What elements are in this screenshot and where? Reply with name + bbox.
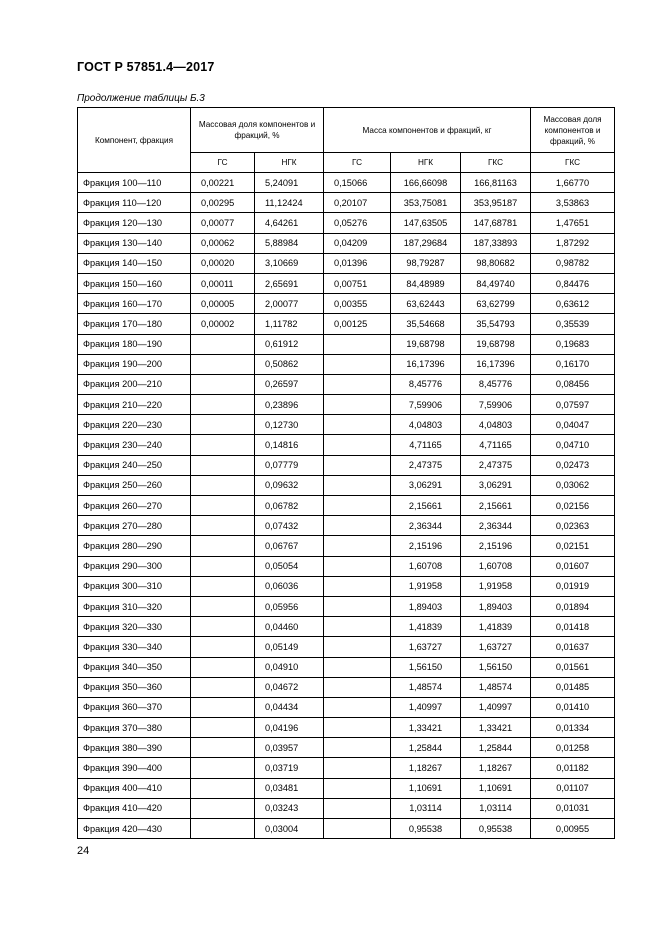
gs-fraction-cell [191,677,255,697]
table-row [78,677,615,697]
ngk-mass-cell: 8,45776 [391,374,461,394]
gs-mass-cell: 0,05276 [324,213,391,233]
fraction-name-cell: Фракция 110—120 [78,193,191,213]
table-row [78,697,615,717]
column-group-mass: Масса компонентов и фракций, кг [324,108,531,153]
gks-fraction-cell: 0,04710 [531,435,615,455]
table-row [78,596,615,616]
gks-fraction-cell: 0,63612 [531,294,615,314]
ngk-mass-cell: 1,89403 [391,596,461,616]
table-row [78,294,615,314]
ngk-mass-cell: 1,63727 [391,637,461,657]
gs-fraction-cell [191,657,255,677]
ngk-mass-cell: 1,10691 [391,778,461,798]
gks-mass-cell: 19,68798 [461,334,531,354]
table-row [78,253,615,273]
ngk-mass-cell: 2,15196 [391,536,461,556]
ngk-mass-cell: 4,04803 [391,415,461,435]
fractions-table [77,107,615,839]
gks-mass-cell: 0,95538 [461,819,531,839]
gs-fraction-cell: 0,00005 [191,294,255,314]
gks-mass-cell: 1,89403 [461,596,531,616]
gs-fraction-cell [191,435,255,455]
gks-fraction-cell: 0,84476 [531,273,615,293]
ngk-mass-cell: 1,18267 [391,758,461,778]
fraction-name-cell: Фракция 380—390 [78,738,191,758]
gs-mass-cell [324,334,391,354]
ngk-mass-cell: 1,91958 [391,576,461,596]
gs-fraction-cell [191,778,255,798]
gs-mass-cell [324,435,391,455]
fraction-name-cell: Фракция 250—260 [78,475,191,495]
table-row [78,657,615,677]
gks-fraction-cell: 0,01334 [531,718,615,738]
table-row [78,556,615,576]
ngk-fraction-cell: 2,00077 [255,294,324,314]
ngk-mass-cell: 7,59906 [391,395,461,415]
gks-mass-cell: 1,18267 [461,758,531,778]
gks-mass-cell: 2,15661 [461,496,531,516]
table-row [78,496,615,516]
gks-mass-cell: 1,91958 [461,576,531,596]
ngk-mass-cell: 1,60708 [391,556,461,576]
ngk-mass-cell: 4,71165 [391,435,461,455]
ngk-fraction-cell: 0,26597 [255,374,324,394]
ngk-mass-cell: 1,25844 [391,738,461,758]
gks-mass-cell: 2,47375 [461,455,531,475]
gs-fraction-cell [191,617,255,637]
fraction-name-cell: Фракция 310—320 [78,596,191,616]
header-row [78,108,615,153]
fraction-name-cell: Фракция 120—130 [78,213,191,233]
fraction-name-cell: Фракция 340—350 [78,657,191,677]
gks-fraction-cell: 0,02363 [531,516,615,536]
gks-fraction-cell: 0,08456 [531,374,615,394]
gks-fraction-cell: 0,01418 [531,617,615,637]
fraction-name-cell: Фракция 190—200 [78,354,191,374]
gs-fraction-cell [191,395,255,415]
ngk-fraction-cell: 0,04460 [255,617,324,637]
table-row [78,193,615,213]
ngk-fraction-cell: 0,04672 [255,677,324,697]
gs-mass-cell [324,475,391,495]
gks-fraction-cell: 0,02473 [531,455,615,475]
gs-mass-cell: 0,00751 [324,273,391,293]
gs-fraction-cell [191,697,255,717]
ngk-fraction-cell: 0,05956 [255,596,324,616]
ngk-fraction-cell: 0,06782 [255,496,324,516]
gks-fraction-cell: 0,07597 [531,395,615,415]
gs-mass-cell [324,778,391,798]
gks-mass-cell: 1,63727 [461,637,531,657]
ngk-mass-cell: 166,66098 [391,173,461,193]
gks-mass-cell: 1,25844 [461,738,531,758]
gks-mass-cell: 84,49740 [461,273,531,293]
gks-fraction-cell: 0,98782 [531,253,615,273]
table-row [78,798,615,818]
table-row [78,758,615,778]
gs-fraction-cell: 0,00020 [191,253,255,273]
table-row [78,435,615,455]
ngk-fraction-cell: 0,06036 [255,576,324,596]
gks-mass-cell: 147,68781 [461,213,531,233]
gks-mass-cell: 4,04803 [461,415,531,435]
table-row [78,334,615,354]
fraction-name-cell: Фракция 140—150 [78,253,191,273]
gs-fraction-cell: 0,00062 [191,233,255,253]
fraction-name-cell: Фракция 390—400 [78,758,191,778]
fraction-name-cell: Фракция 360—370 [78,697,191,717]
gs-mass-cell [324,677,391,697]
ngk-fraction-cell: 5,88984 [255,233,324,253]
fraction-name-cell: Фракция 400—410 [78,778,191,798]
gks-fraction-cell: 1,87292 [531,233,615,253]
gks-mass-cell: 2,36344 [461,516,531,536]
fraction-name-cell: Фракция 260—270 [78,496,191,516]
subheader-gks-fraction: ГКС [531,153,615,173]
ngk-mass-cell: 1,40997 [391,697,461,717]
gks-fraction-cell: 0,01258 [531,738,615,758]
gks-mass-cell: 1,40997 [461,697,531,717]
table-row [78,576,615,596]
gks-mass-cell: 1,60708 [461,556,531,576]
gks-mass-cell: 1,56150 [461,657,531,677]
table-row [78,395,615,415]
gks-fraction-cell: 1,66770 [531,173,615,193]
fraction-name-cell: Фракция 330—340 [78,637,191,657]
gs-mass-cell [324,596,391,616]
fraction-name-cell: Фракция 130—140 [78,233,191,253]
ngk-fraction-cell: 0,07432 [255,516,324,536]
ngk-fraction-cell: 0,04910 [255,657,324,677]
gs-mass-cell [324,657,391,677]
ngk-fraction-cell: 0,05149 [255,637,324,657]
fraction-name-cell: Фракция 370—380 [78,718,191,738]
gks-mass-cell: 1,10691 [461,778,531,798]
gks-fraction-cell: 0,01637 [531,637,615,657]
gks-fraction-cell: 0,19683 [531,334,615,354]
ngk-mass-cell: 1,41839 [391,617,461,637]
page-number: 24 [77,845,90,857]
fraction-name-cell: Фракция 290—300 [78,556,191,576]
fraction-name-cell: Фракция 420—430 [78,819,191,839]
ngk-mass-cell: 1,03114 [391,798,461,818]
ngk-fraction-cell: 3,10669 [255,253,324,273]
table-row [78,738,615,758]
gs-mass-cell [324,617,391,637]
table-row [78,173,615,193]
ngk-fraction-cell: 0,23896 [255,395,324,415]
ngk-mass-cell: 16,17396 [391,354,461,374]
gs-fraction-cell [191,637,255,657]
gks-mass-cell: 187,33893 [461,233,531,253]
gks-mass-cell: 166,81163 [461,173,531,193]
gs-fraction-cell [191,334,255,354]
gs-mass-cell [324,556,391,576]
table-row [78,213,615,233]
table-body [78,173,615,839]
fraction-name-cell: Фракция 300—310 [78,576,191,596]
gs-fraction-cell [191,374,255,394]
ngk-mass-cell: 353,75081 [391,193,461,213]
ngk-mass-cell: 84,48989 [391,273,461,293]
gks-fraction-cell: 0,01561 [531,657,615,677]
fraction-name-cell: Фракция 180—190 [78,334,191,354]
gs-mass-cell [324,455,391,475]
fraction-name-cell: Фракция 230—240 [78,435,191,455]
ngk-fraction-cell: 0,03957 [255,738,324,758]
gks-mass-cell: 1,33421 [461,718,531,738]
fraction-name-cell: Фракция 170—180 [78,314,191,334]
ngk-mass-cell: 147,63505 [391,213,461,233]
fraction-name-cell: Фракция 150—160 [78,273,191,293]
gs-fraction-cell [191,496,255,516]
ngk-fraction-cell: 0,50862 [255,354,324,374]
table-row [78,819,615,839]
column-group-mass-fraction: Массовая доля компонентов и фракций, % [191,108,324,153]
gks-fraction-cell: 0,01894 [531,596,615,616]
gs-fraction-cell: 0,00002 [191,314,255,334]
gks-fraction-cell: 0,01107 [531,778,615,798]
gks-fraction-cell: 0,01919 [531,576,615,596]
gs-mass-cell: 0,00125 [324,314,391,334]
gs-fraction-cell: 0,00221 [191,173,255,193]
ngk-mass-cell: 2,47375 [391,455,461,475]
gks-fraction-cell: 0,01182 [531,758,615,778]
ngk-fraction-cell: 0,07779 [255,455,324,475]
document-code: ГОСТ Р 57851.4—2017 [77,60,215,74]
ngk-mass-cell: 63,62443 [391,294,461,314]
gks-mass-cell: 1,41839 [461,617,531,637]
gks-fraction-cell: 0,04047 [531,415,615,435]
gks-mass-cell: 3,06291 [461,475,531,495]
gks-fraction-cell: 0,16170 [531,354,615,374]
gs-mass-cell [324,697,391,717]
gs-fraction-cell [191,536,255,556]
gks-mass-cell: 63,62799 [461,294,531,314]
ngk-fraction-cell: 0,09632 [255,475,324,495]
gks-mass-cell: 16,17396 [461,354,531,374]
gs-fraction-cell: 0,00295 [191,193,255,213]
gs-fraction-cell [191,596,255,616]
ngk-mass-cell: 19,68798 [391,334,461,354]
ngk-fraction-cell: 4,64261 [255,213,324,233]
gs-fraction-cell [191,354,255,374]
ngk-fraction-cell: 0,03481 [255,778,324,798]
gs-mass-cell [324,637,391,657]
subheader-gs-fraction: ГС [191,153,255,173]
table-row [78,455,615,475]
table-row [78,233,615,253]
gs-mass-cell: 0,00355 [324,294,391,314]
ngk-fraction-cell: 1,11782 [255,314,324,334]
table-row [78,637,615,657]
fraction-name-cell: Фракция 220—230 [78,415,191,435]
table-caption: Продолжение таблицы Б.3 [77,93,205,104]
gs-mass-cell [324,536,391,556]
ngk-mass-cell: 2,36344 [391,516,461,536]
ngk-fraction-cell: 0,03719 [255,758,324,778]
gks-fraction-cell: 0,01410 [531,697,615,717]
gks-mass-cell: 1,48574 [461,677,531,697]
gs-mass-cell: 0,01396 [324,253,391,273]
table-row [78,475,615,495]
ngk-fraction-cell: 0,03004 [255,819,324,839]
table-row [78,778,615,798]
gs-fraction-cell [191,819,255,839]
gks-mass-cell: 98,80682 [461,253,531,273]
gs-fraction-cell [191,758,255,778]
gs-mass-cell [324,718,391,738]
ngk-fraction-cell: 0,03243 [255,798,324,818]
gs-fraction-cell: 0,00077 [191,213,255,233]
gs-mass-cell [324,354,391,374]
gs-mass-cell [324,738,391,758]
gs-mass-cell [324,758,391,778]
gs-mass-cell: 0,20107 [324,193,391,213]
gs-mass-cell [324,395,391,415]
ngk-mass-cell: 0,95538 [391,819,461,839]
fraction-name-cell: Фракция 410—420 [78,798,191,818]
gs-mass-cell [324,374,391,394]
subheader-ngk-fraction: НГК [255,153,324,173]
fraction-name-cell: Фракция 240—250 [78,455,191,475]
gks-fraction-cell: 0,35539 [531,314,615,334]
gs-mass-cell [324,819,391,839]
gks-mass-cell: 35,54793 [461,314,531,334]
gks-mass-cell: 2,15196 [461,536,531,556]
fraction-name-cell: Фракция 100—110 [78,173,191,193]
gks-fraction-cell: 0,00955 [531,819,615,839]
fraction-name-cell: Фракция 160—170 [78,294,191,314]
gs-mass-cell: 0,15066 [324,173,391,193]
fraction-name-cell: Фракция 200—210 [78,374,191,394]
gs-mass-cell [324,516,391,536]
gks-fraction-cell: 1,47651 [531,213,615,233]
table-row [78,516,615,536]
table-row [78,617,615,637]
fraction-name-cell: Фракция 270—280 [78,516,191,536]
gs-mass-cell [324,798,391,818]
gs-fraction-cell [191,475,255,495]
gs-fraction-cell [191,576,255,596]
ngk-fraction-cell: 0,61912 [255,334,324,354]
gs-fraction-cell [191,516,255,536]
subheader-gs-mass: ГС [324,153,391,173]
ngk-mass-cell: 1,48574 [391,677,461,697]
gs-mass-cell: 0,04209 [324,233,391,253]
ngk-mass-cell: 187,29684 [391,233,461,253]
ngk-mass-cell: 35,54668 [391,314,461,334]
gks-mass-cell: 8,45776 [461,374,531,394]
column-group-mass-fraction-gks: Массовая доля компонентов и фракций, % [531,108,615,153]
subheader-gks-mass: ГКС [461,153,531,173]
ngk-fraction-cell: 0,04196 [255,718,324,738]
gks-fraction-cell: 0,02151 [531,536,615,556]
gks-fraction-cell: 0,01031 [531,798,615,818]
gks-fraction-cell: 0,01607 [531,556,615,576]
fraction-name-cell: Фракция 350—360 [78,677,191,697]
gs-fraction-cell [191,455,255,475]
gks-fraction-cell: 0,02156 [531,496,615,516]
table-row [78,374,615,394]
ngk-mass-cell: 1,56150 [391,657,461,677]
gs-fraction-cell [191,738,255,758]
table-row [78,718,615,738]
ngk-mass-cell: 1,33421 [391,718,461,738]
ngk-fraction-cell: 0,05054 [255,556,324,576]
table-row [78,536,615,556]
gs-mass-cell [324,576,391,596]
ngk-fraction-cell: 2,65691 [255,273,324,293]
ngk-mass-cell: 98,79287 [391,253,461,273]
ngk-fraction-cell: 11,12424 [255,193,324,213]
gks-mass-cell: 353,95187 [461,193,531,213]
gs-fraction-cell [191,556,255,576]
column-header-component: Компонент, фракция [78,108,191,173]
gs-mass-cell [324,496,391,516]
fraction-name-cell: Фракция 320—330 [78,617,191,637]
gks-fraction-cell: 3,53863 [531,193,615,213]
gks-mass-cell: 1,03114 [461,798,531,818]
ngk-mass-cell: 2,15661 [391,496,461,516]
table-row [78,415,615,435]
ngk-fraction-cell: 5,24091 [255,173,324,193]
table-row [78,314,615,334]
gs-fraction-cell [191,718,255,738]
gs-fraction-cell [191,798,255,818]
gs-mass-cell [324,415,391,435]
fraction-name-cell: Фракция 280—290 [78,536,191,556]
ngk-fraction-cell: 0,04434 [255,697,324,717]
fraction-name-cell: Фракция 210—220 [78,395,191,415]
gks-fraction-cell: 0,01485 [531,677,615,697]
gs-fraction-cell: 0,00011 [191,273,255,293]
ngk-fraction-cell: 0,12730 [255,415,324,435]
table-row [78,273,615,293]
gs-fraction-cell [191,415,255,435]
ngk-mass-cell: 3,06291 [391,475,461,495]
gks-mass-cell: 7,59906 [461,395,531,415]
gks-fraction-cell: 0,03062 [531,475,615,495]
ngk-fraction-cell: 0,14816 [255,435,324,455]
gks-mass-cell: 4,71165 [461,435,531,455]
ngk-fraction-cell: 0,06767 [255,536,324,556]
table-row [78,354,615,374]
subheader-ngk-mass: НГК [391,153,461,173]
